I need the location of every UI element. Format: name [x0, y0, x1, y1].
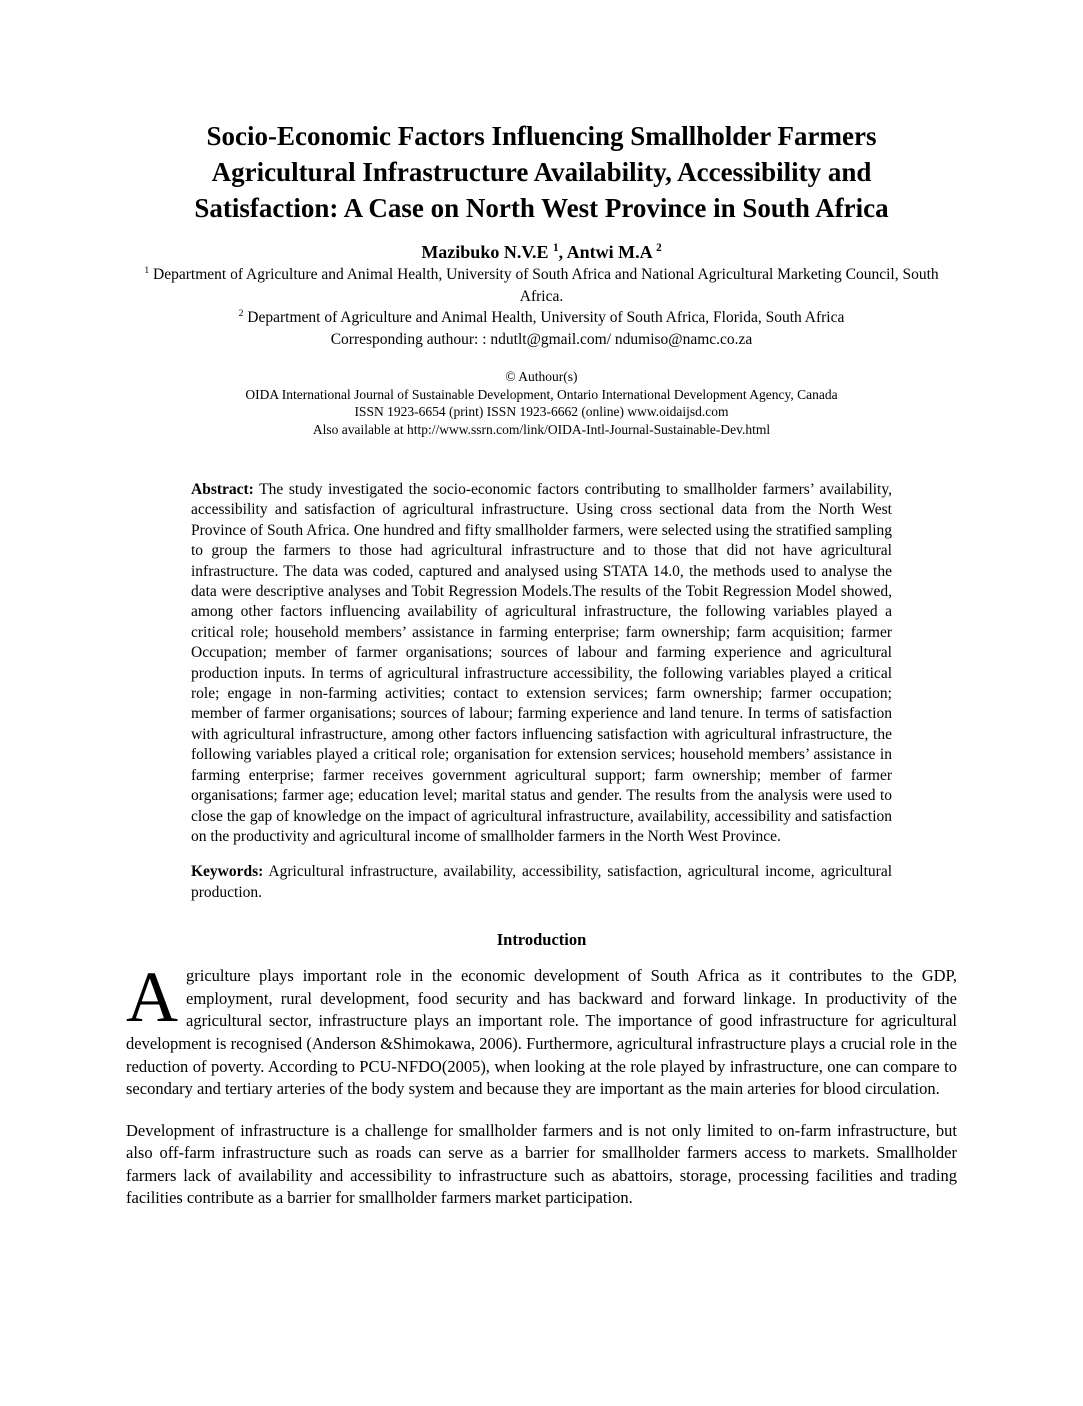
author-2-superscript: 2	[656, 242, 662, 254]
copyright-line-4: Also available at http://www.ssrn.com/link/OIDA-Intl-Journal-Sustainable-Dev.html	[312, 421, 771, 437]
affiliation-2	[126, 307, 957, 329]
abstract-text: The study investigated the socio-economic factors contributing to smallholder farmers’ availability, accessibility and satisfaction of agricultural infrastructure. Using cross sectional data from the North West Province of South Africa. One hundred and fifty smallholder farmers, were selected using the stratified sampling to group the farmers to those had agricultural infrastructure and to those that did not have agricultural infrastructure. The data was coded, captured and analysed using STATA 14.0, the methods used to analyse the data were descriptive analyses and Tobit Regression Models.The results of the Tobit Regression Model showed, among other factors influencing availability of agricultural infrastructure, the following variables played a critical role; household members’ assistance in farming enterprise; farm ownership; farm acquisition; farmer Occupation; member of farmer organisations; sources of labour and farming experience and agricultural production inputs. In terms of agricultural infrastructure accessibility, the following variables played a critical role; engage in non-farming activities; contact to extension services; farm ownership; farmer occupation; member of farmer organisations; sources of labour; farming experience and land tenure. In terms of satisfaction with agricultural infrastructure, among other factors influencing satisfaction with agricultural infrastructure, the following variables played a critical role; organisation for extension services; household members’ assistance in farming enterprise; farmer receives government agricultural support; farm ownership; member of farmer organisations; farmer age; education level; marital status and gender. The results from the analysis were used to close the gap of knowledge on the impact of agricultural infrastructure, availability, accessibility and satisfaction on the productivity and agricultural income of smallholder farmers in the North West Province.	[191, 481, 892, 845]
author-1: Mazibuko N.V.E	[421, 242, 554, 262]
corresponding-author-line: Corresponding authour: : ndutlt@gmail.com/ ndumiso@namc.co.za	[330, 330, 753, 348]
authors-line	[126, 240, 957, 264]
introduction-paragraph-1-text: griculture plays important role in the economic development of South Africa as it contributes to the GDP, employment, rural development, food security and has backward and forward linkage. In productivity of the agricultural sector, infrastructure plays an important role. The importance of good infrastructure for agricultural development is recognised (Anderson &Shimokawa, 2006). Furthermore, agricultural infrastructure plays a crucial role in the reduction of poverty. According to PCU-NFDO(2005), when looking at the role played by infrastructure, one can compare to secondary and tertiary arteries of the body system and because they are important as the main arteries for blood circulation.	[126, 966, 957, 1099]
keywords-text: Agricultural infrastructure, availability, accessibility, satisfaction, agricultural income, agricultural production.	[191, 863, 893, 901]
title-line-3: Satisfaction: A Case on North West Province in South Africa	[194, 193, 889, 223]
abstract-paragraph	[191, 480, 892, 847]
affiliations-block	[126, 264, 957, 350]
author-2: , Antwi M.A	[558, 242, 657, 262]
affiliation-1	[126, 264, 957, 307]
keywords-paragraph	[191, 862, 892, 903]
introduction-heading: Introduction	[496, 930, 587, 950]
title-line-1: Socio-Economic Factors Influencing Smallholder Farmers	[206, 121, 877, 151]
affiliation-1-text: Department of Agriculture and Animal Health, University of South Africa and National Agricultural Marketing Council, South Africa.	[149, 266, 939, 305]
drop-cap: A	[126, 957, 178, 1038]
author-1-superscript: 1	[553, 242, 559, 254]
copyright-line-2: OIDA International Journal of Sustainable Development, Ontario International Development Agency, Canada	[245, 386, 838, 402]
copyright-block	[126, 368, 957, 438]
introduction-paragraph-2: Development of infrastructure is a challenge for smallholder farmers and is not only limited to on-farm infrastructure, but also off-farm infrastructure such as roads can serve as a barrier for smallholder farmers access to markets. Smallholder farmers lack of availability and accessibility to infrastructure such as abattoirs, storage, processing facilities and trading facilities contribute as a barrier for smallholder farmers market participation.	[126, 1120, 957, 1208]
keywords-label: Keywords:	[191, 863, 264, 881]
affiliation-1-superscript: 1	[144, 264, 150, 276]
copyright-line-1: © Authour(s)	[505, 369, 578, 384]
abstract-label: Abstract:	[191, 481, 254, 498]
affiliation-2-text: Department of Agriculture and Animal Health, University of South Africa, Florida, South Africa	[243, 309, 845, 326]
introduction-paragraph-1	[126, 957, 957, 1101]
title-line-2: Agricultural Infrastructure Availability, Accessibility and	[211, 157, 872, 187]
paper-title	[126, 118, 957, 226]
copyright-line-3: ISSN 1923-6654 (print) ISSN 1923-6662 (online) www.oidaijsd.com	[354, 404, 729, 419]
affiliation-2-superscript: 2	[238, 307, 244, 319]
